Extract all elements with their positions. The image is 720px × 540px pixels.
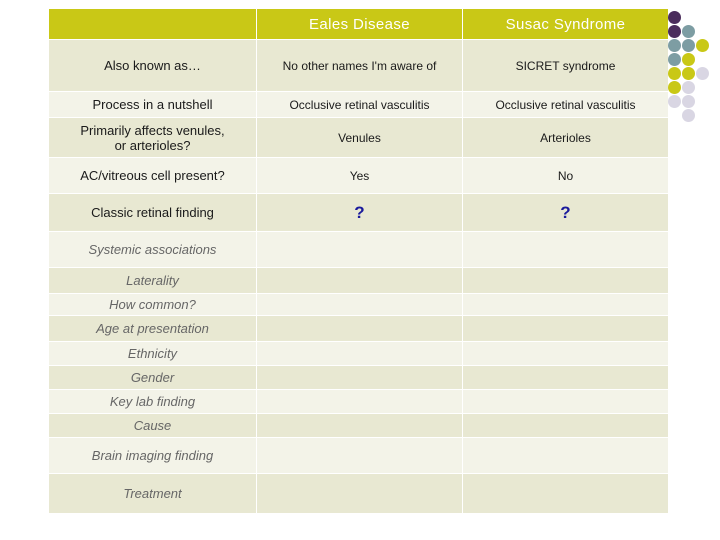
row-label: Also known as… [49, 40, 257, 92]
susac-cell [463, 342, 669, 366]
eales-cell [257, 294, 463, 316]
susac-cell [463, 438, 669, 474]
row-label-line: or arterioles? [114, 137, 191, 153]
table-row [49, 40, 669, 92]
row-label [49, 118, 257, 158]
row-label: AC/vitreous cell present? [49, 158, 257, 194]
row-label: Treatment [49, 474, 257, 514]
susac-cell [463, 294, 669, 316]
table-row [49, 92, 669, 118]
eales-cell [257, 342, 463, 366]
row-label: Key lab finding [49, 390, 257, 414]
dot-icon [696, 39, 709, 52]
row-label: Ethnicity [49, 342, 257, 366]
row-label-line: Primarily affects venules, [80, 122, 225, 138]
eales-cell [257, 316, 463, 342]
susac-cell [463, 414, 669, 438]
susac-cell: Occlusive retinal vasculitis [463, 92, 669, 118]
row-label: Cause [49, 414, 257, 438]
eales-cell [257, 366, 463, 390]
table-row [49, 390, 669, 414]
eales-cell [257, 474, 463, 514]
susac-cell [463, 316, 669, 342]
dot-icon [682, 81, 695, 94]
dot-icon [668, 95, 681, 108]
dot-icon [682, 67, 695, 80]
header-susac-syndrome: Susac Syndrome [463, 9, 669, 40]
table-row [49, 194, 669, 232]
table-row [49, 158, 669, 194]
dot-icon [682, 53, 695, 66]
susac-cell [463, 232, 669, 268]
table-row [49, 474, 669, 514]
susac-cell [463, 390, 669, 414]
dot-icon [682, 25, 695, 38]
susac-cell [463, 474, 669, 514]
susac-cell: ? [463, 194, 669, 232]
table-row [49, 414, 669, 438]
table-row [49, 438, 669, 474]
dot-icon [668, 81, 681, 94]
row-label: Laterality [49, 268, 257, 294]
dot-icon [696, 67, 709, 80]
dot-icon [668, 53, 681, 66]
header-blank-cell [49, 9, 257, 40]
eales-cell [257, 390, 463, 414]
eales-cell: Occlusive retinal vasculitis [257, 92, 463, 118]
table-row [49, 294, 669, 316]
header-eales-disease: Eales Disease [257, 9, 463, 40]
eales-cell [257, 268, 463, 294]
dot-icon [682, 109, 695, 122]
table-row [49, 342, 669, 366]
susac-cell [463, 268, 669, 294]
eales-cell [257, 414, 463, 438]
header-row [49, 9, 669, 40]
susac-cell: Arterioles [463, 118, 669, 158]
dot-icon [682, 39, 695, 52]
eales-cell: Venules [257, 118, 463, 158]
row-label: Systemic associations [49, 232, 257, 268]
table-row [49, 118, 669, 158]
comparison-table [48, 8, 669, 514]
dot-icon [682, 95, 695, 108]
susac-cell: SICRET syndrome [463, 40, 669, 92]
row-label: Gender [49, 366, 257, 390]
table-row [49, 366, 669, 390]
row-label: Classic retinal finding [49, 194, 257, 232]
table-row [49, 268, 669, 294]
dot-icon [668, 39, 681, 52]
table-row [49, 316, 669, 342]
susac-cell: No [463, 158, 669, 194]
susac-cell [463, 366, 669, 390]
row-label: Age at presentation [49, 316, 257, 342]
table-row [49, 232, 669, 268]
row-label: Process in a nutshell [49, 92, 257, 118]
eales-cell: No other names I'm aware of [257, 40, 463, 92]
eales-cell [257, 438, 463, 474]
row-label: How common? [49, 294, 257, 316]
row-label: Brain imaging finding [49, 438, 257, 474]
eales-cell [257, 232, 463, 268]
eales-cell: ? [257, 194, 463, 232]
eales-cell: Yes [257, 158, 463, 194]
dot-icon [668, 11, 681, 24]
dot-icon [668, 25, 681, 38]
dot-icon [668, 67, 681, 80]
